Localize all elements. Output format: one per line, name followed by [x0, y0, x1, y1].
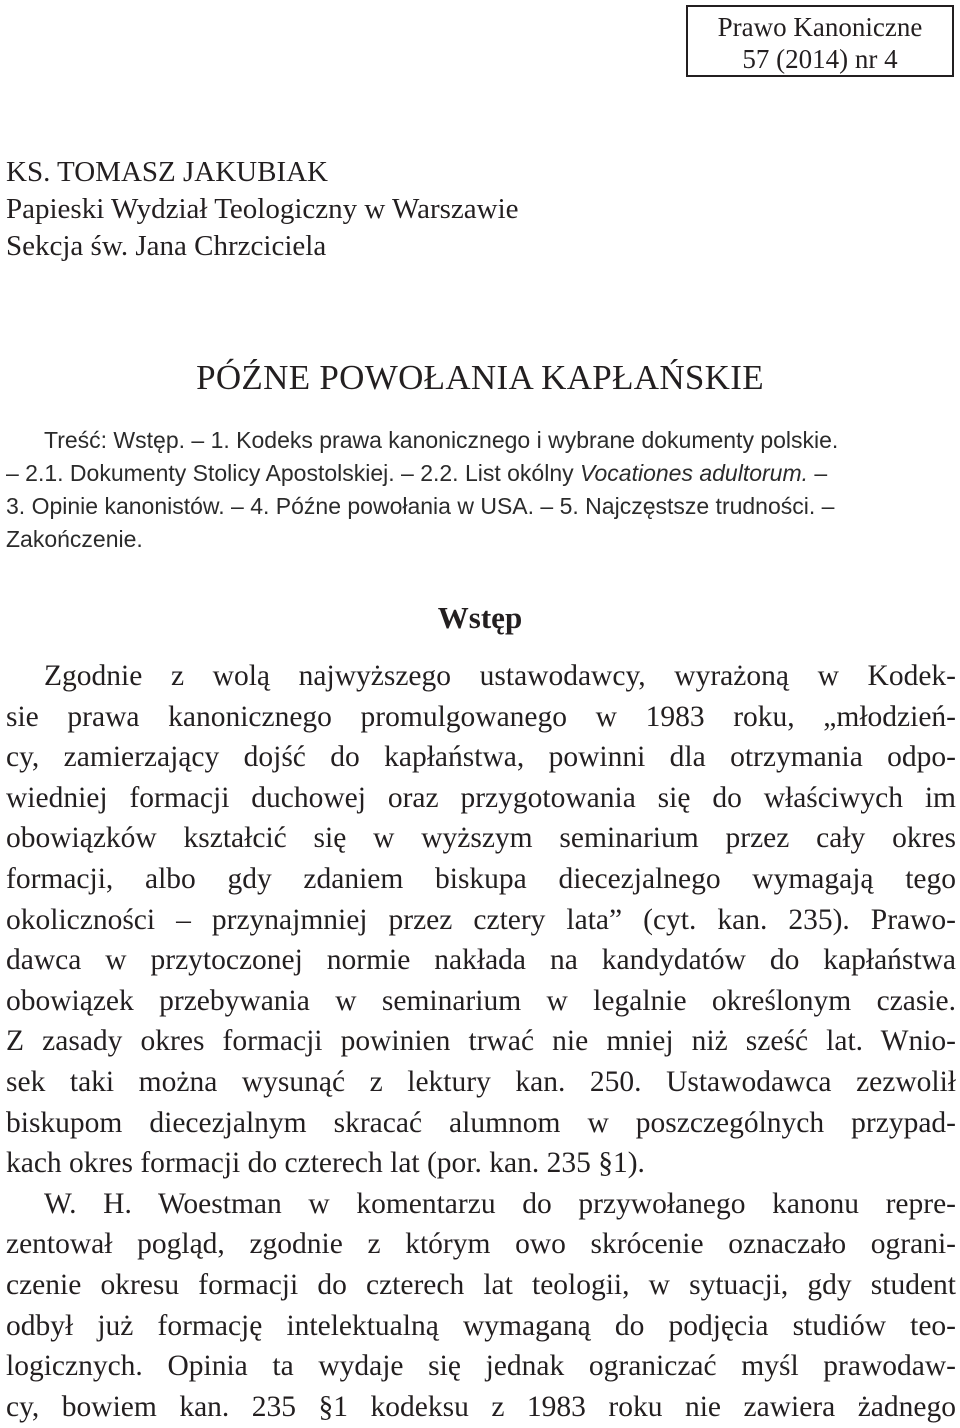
body-line: obowiązków kształcić się w wyższym seminarium przez cały okres: [6, 822, 956, 855]
body-line: okoliczności – przynajmniej przez cztery lata” (cyt. kan. 235). Prawo-: [6, 903, 956, 936]
body-line: cy, bowiem kan. 235 §1 kodeksu z 1983 roku nie zawiera żadnego: [6, 1390, 956, 1423]
journal-name: Prawo Kanoniczne: [717, 12, 923, 42]
author-name: KS. TOMASZ JAKUBIAK: [6, 156, 329, 188]
body-line: formacji, albo gdy zdaniem biskupa diecezjalnego wymagają tego: [6, 862, 956, 895]
toc-line-2: [6, 457, 954, 490]
body-line: wiedniej formacji duchowej oraz przygotowania się do właściwych im: [6, 781, 956, 814]
journal-issue: 57 (2014) nr 4: [742, 44, 898, 74]
journal-info-box: [686, 5, 954, 77]
body-line: W. H. Woestman w komentarzu do przywołanego kanonu repre-: [44, 1187, 956, 1220]
body-line: biskupom diecezjalnym skracać alumnom w poszczególnych przypad-: [6, 1106, 956, 1139]
body-line: sie prawa kanonicznego promulgowanego w 1983 roku, „młodzień-: [6, 700, 956, 733]
author-affiliation-2: Sekcja św. Jana Chrzciciela: [6, 230, 327, 262]
toc-line-1: Treść: Wstęp. – 1. Kodeks prawa kanonicznego i wybrane dokumenty polskie.: [44, 427, 839, 453]
body-line: kach okres formacji do czterech lat (por. kan. 235 §1).: [6, 1147, 645, 1180]
article-title: PÓŹNE POWOŁANIA KAPŁAŃSKIE: [196, 358, 764, 397]
body-line: zentował pogląd, zgodnie z którym owo skrócenie oznaczało ograni-: [6, 1228, 956, 1261]
toc-line-4: Zakończenie.: [6, 526, 143, 552]
body-line: czenie okresu formacji do czterech lat teologii, w sytuacji, gdy student: [6, 1268, 956, 1301]
body-line: Zgodnie z wolą najwyższego ustawodawcy, wyrażoną w Kodek-: [44, 660, 956, 692]
section-heading: Wstęp: [437, 600, 523, 635]
toc-line-3: 3. Opinie kanonistów. – 4. Późne powołania w USA. – 5. Najczęstsze trudności. –: [6, 493, 835, 519]
body-line: cy, zamierzający dojść do kapłaństwa, powinni dla otrzymania odpo-: [6, 741, 956, 774]
body-line: odbył już formację intelektualną wymaganą do podjęcia studiów teo-: [6, 1309, 956, 1342]
author-block: [6, 154, 519, 265]
toc-line-2-italic: Vocationes adultorum.: [580, 460, 809, 486]
body-line: Z zasady okres formacji powinien trwać nie mniej niż sześć lat. Wnio-: [6, 1025, 956, 1058]
body-line: obowiązek przebywania w seminarium w legalnie określonym czasie.: [6, 984, 956, 1017]
toc-line-2-prefix: – 2.1. Dokumenty Stolicy Apostolskiej. – 2.2. List okólny: [6, 460, 574, 486]
body-line: dawca w przytoczonej normie nakłada na kandydatów do kapłaństwa: [6, 944, 956, 977]
author-affiliation-1: Papieski Wydział Teologiczny w Warszawie: [6, 193, 519, 225]
body-line: logicznych. Opinia ta wydaje się jednak ograniczać myśl prawodaw-: [6, 1350, 956, 1383]
body-text: [6, 656, 956, 1427]
toc-line-2-suffix: –: [814, 460, 828, 486]
body-line: sek taki można wysunąć z lektury kan. 250. Ustawodawca zezwolił: [6, 1065, 956, 1098]
table-of-contents: [6, 424, 954, 556]
